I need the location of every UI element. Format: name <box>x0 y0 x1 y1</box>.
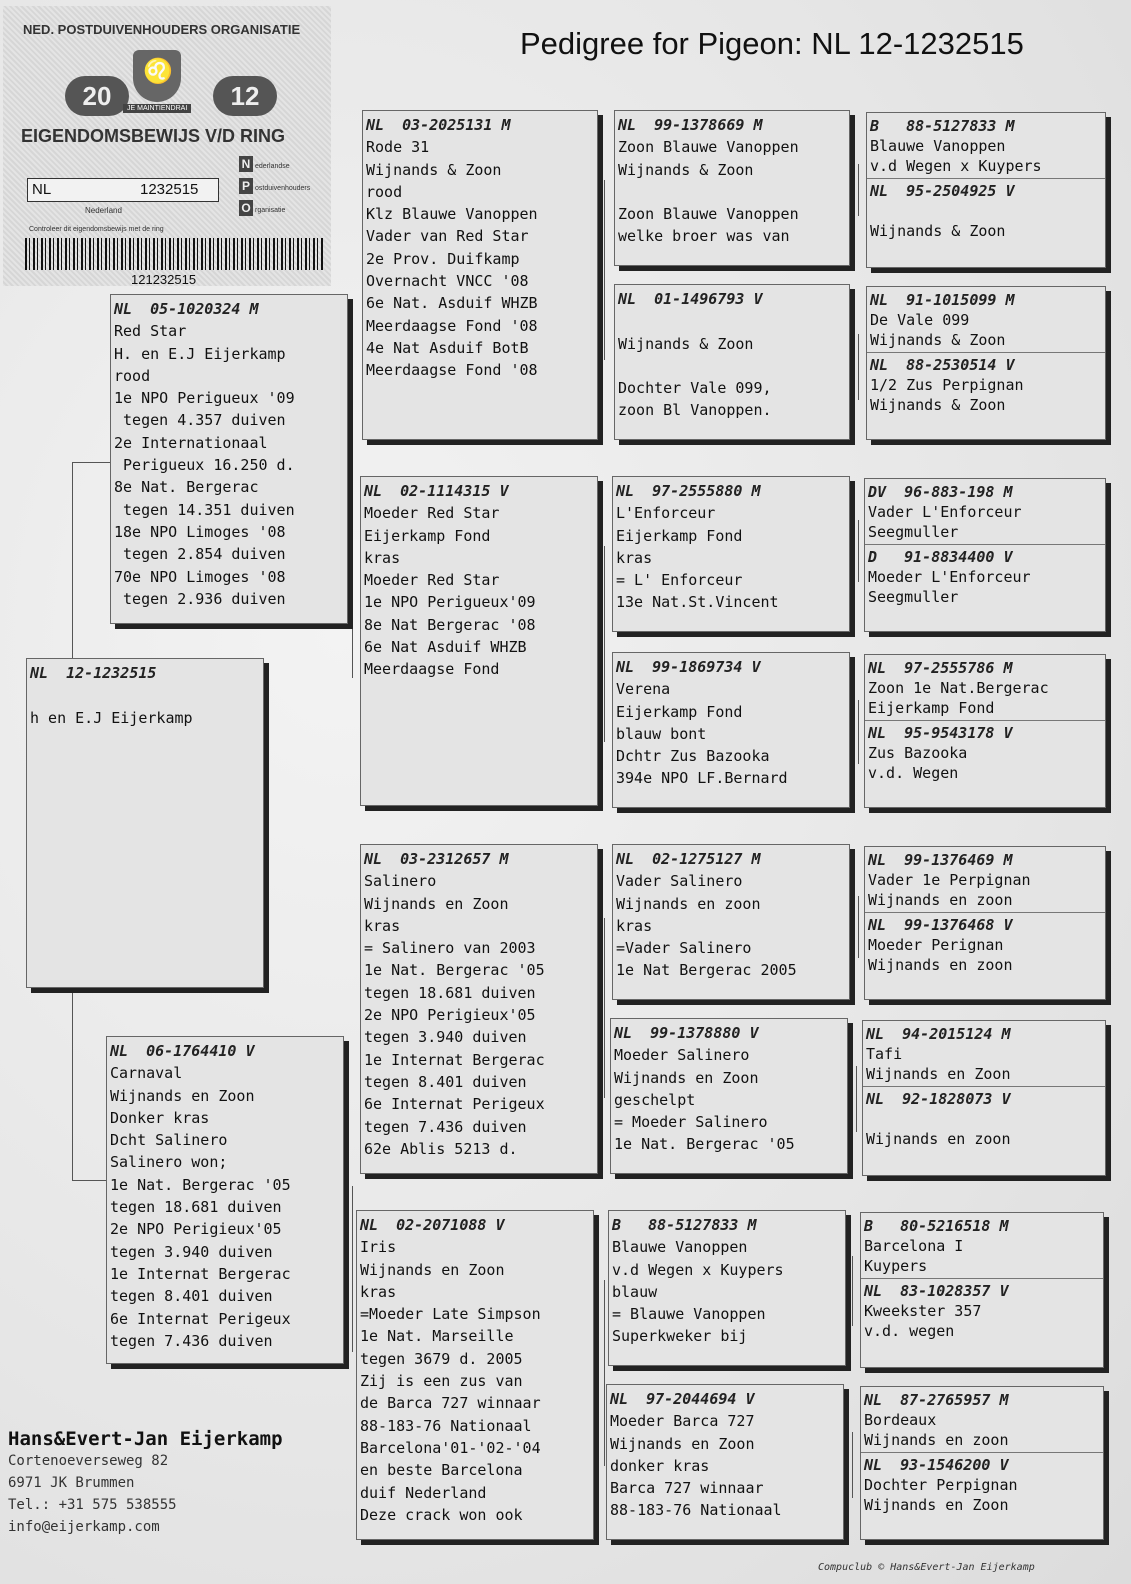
card-line: Tafi <box>866 1045 903 1063</box>
card-line: Overnacht VNCC '08 <box>366 272 529 291</box>
certificate-year-right: 12 <box>213 76 277 116</box>
card-line: Eijerkamp Fond <box>616 526 743 545</box>
card-line <box>618 355 849 377</box>
card-line: kras <box>364 548 401 567</box>
certificate-heading: EIGENDOMSBEWIJS V/D RING <box>21 126 286 146</box>
pigeon-card-sdd <box>612 652 850 808</box>
ring-header: NL 06-1764410 V <box>110 1042 255 1060</box>
pigeon-card-sss <box>614 110 850 266</box>
card-line: Kweekster 357 <box>864 1302 982 1320</box>
card-line: geschelpt <box>614 1090 696 1109</box>
pigeon-card-sire-sire <box>362 110 598 440</box>
card-line: Barcelona'01-'02-'04 <box>360 1438 541 1457</box>
ring-header: NL 05-1020324 M <box>114 300 259 318</box>
card-line: Wijnands en Zoon <box>610 1434 755 1453</box>
ring-country: NL <box>32 181 52 198</box>
card-line: Seegmuller <box>868 523 959 541</box>
card-line: tegen 2.936 duiven <box>114 589 286 608</box>
certificate-nederland: Nederland <box>85 206 122 215</box>
pigeon-card-lower <box>865 720 1105 783</box>
pigeon-card-dam-dam <box>356 1210 594 1540</box>
connector-line <box>858 334 859 400</box>
ring-header: NL 95-9543178 V <box>868 724 1013 742</box>
ring-header: NL 02-1114315 V <box>364 482 509 500</box>
card-line: Perigueux 16.250 d. <box>114 456 295 475</box>
card-line: h en E.J Eijerkamp <box>30 708 193 727</box>
ring-header: NL 02-1275127 M <box>616 850 761 868</box>
card-line: Barca 727 winnaar <box>610 1479 764 1498</box>
card-line: 2e Prov. Duifkamp <box>366 249 520 268</box>
card-line: =Vader Salinero <box>616 939 752 958</box>
pigeon-card-ssd <box>614 284 850 440</box>
pigeon-card-lower <box>863 1086 1105 1149</box>
card-line: rood <box>366 182 403 201</box>
card-line: de Barca 727 winnaar <box>360 1394 541 1413</box>
card-line: 1e Nat. Bergerac '05 <box>110 1175 291 1194</box>
card-line: Dchtr Zus Bazooka <box>616 747 770 766</box>
card-line: 6e Internat Perigeux <box>364 1095 545 1114</box>
ring-header: NL 99-1376469 M <box>868 851 1013 869</box>
card-line: Zij is een zus van <box>360 1372 523 1391</box>
ring-header: NL 99-1869734 V <box>616 658 761 676</box>
pigeon-card-pair-7 <box>860 1212 1104 1368</box>
card-line: 1/2 Zus Perpignan <box>870 376 1024 394</box>
card-line: Wijnands en Zoon <box>360 1260 505 1279</box>
connector-line <box>858 700 859 764</box>
card-line: tegen 7.436 duiven <box>364 1117 527 1136</box>
card-line: Superkweker bij <box>612 1327 748 1346</box>
card-line: 1e Internat Bergerac <box>364 1050 545 1069</box>
card-line: tegen 3.940 duiven <box>364 1028 527 1047</box>
connector-line <box>856 1066 857 1132</box>
ring-number-box <box>27 178 219 202</box>
card-line: Verena <box>616 680 671 699</box>
card-line: 1e NPO Perigueux '09 <box>114 389 295 408</box>
card-line: Moeder Barca 727 <box>610 1412 755 1431</box>
pigeon-card-pair-8 <box>860 1386 1104 1540</box>
ring-header: NL 99-1376468 V <box>868 916 1013 934</box>
ring-header: NL 97-2044694 V <box>610 1390 755 1408</box>
owner-city: 6971 JK Brummen <box>8 1475 135 1491</box>
card-line: Salinero won; <box>110 1153 228 1172</box>
card-line: v.d. Wegen <box>868 764 959 782</box>
card-line: Wijnands & Zoon <box>366 160 502 179</box>
card-line: Wijnands & Zoon <box>618 334 754 353</box>
pigeon-card-lower <box>861 1278 1103 1341</box>
card-line: tegen 8.401 duiven <box>364 1072 527 1091</box>
pigeon-card-lower <box>867 178 1105 241</box>
card-line: 88-183-76 Nationaal <box>360 1416 532 1435</box>
card-line: = Blauwe Vanoppen <box>612 1305 766 1324</box>
pigeon-card-pair-6 <box>862 1020 1106 1176</box>
connector-line <box>352 300 353 678</box>
card-line: Eijerkamp Fond <box>364 526 491 545</box>
card-line: Kuypers <box>864 1257 928 1275</box>
connector-line <box>72 462 110 463</box>
pigeon-card-lower <box>867 352 1105 415</box>
owner-address: Cortenoeverseweg 82 <box>8 1453 169 1469</box>
lion-icon: ♌ <box>143 58 173 85</box>
card-line: donker kras <box>610 1456 710 1475</box>
ring-header: NL 95-2504925 V <box>870 182 1015 200</box>
card-line: tegen 18.681 duiven <box>110 1198 282 1217</box>
certificate-org: NED. POSTDUIVENHOUDERS ORGANISATIE <box>23 22 301 37</box>
card-line <box>30 684 263 706</box>
ring-header: NL 02-2071088 V <box>360 1216 505 1234</box>
footer-credit: Compuclub © Hans&Evert-Jan Eijerkamp <box>818 1562 1035 1573</box>
card-line <box>866 1109 1105 1129</box>
pigeon-card-pair-2 <box>866 286 1106 440</box>
card-line: Wijnands & Zoon <box>870 396 1006 414</box>
card-line: = Salinero van 2003 <box>364 939 536 958</box>
card-line: Vader 1e Perpignan <box>868 871 1031 889</box>
ring-certificate <box>3 6 331 286</box>
card-line: 1e Internat Bergerac <box>110 1264 291 1283</box>
card-line: Wijnands en Zoon <box>864 1496 1009 1514</box>
connector-line <box>604 1280 605 1466</box>
pigeon-card-ddd <box>606 1384 844 1540</box>
card-line: Salinero <box>364 872 437 891</box>
card-line: Carnaval <box>110 1064 183 1083</box>
card-line: Wijnands en zoon <box>868 956 1013 974</box>
card-line: blauw <box>612 1282 658 1301</box>
certificate-year-left: 20 <box>65 76 129 116</box>
card-line: Wijnands en zoon <box>616 894 761 913</box>
card-line: kras <box>616 548 653 567</box>
card-line: Wijnands en Zoon <box>110 1086 255 1105</box>
pigeon-card-pair-1 <box>866 112 1106 268</box>
barcode-number: 121232515 <box>131 272 197 287</box>
card-line: Vader van Red Star <box>366 227 529 246</box>
card-line: Wijnands en zoon <box>868 891 1013 909</box>
card-line: Meerdaagse Fond '08 <box>366 316 538 335</box>
pigeon-card-lower <box>865 544 1105 607</box>
card-line: Moeder L'Enforceur <box>868 568 1031 586</box>
card-line: v.d. wegen <box>864 1322 955 1340</box>
card-line: 1e NPO Perigueux'09 <box>364 593 536 612</box>
card-line: De Vale 099 <box>870 311 970 329</box>
card-line: 6e Nat Asduif WHZB <box>364 638 527 657</box>
card-line: Barcelona I <box>864 1237 964 1255</box>
connector-line <box>852 1432 853 1498</box>
card-line: Moeder Perignan <box>868 936 1004 954</box>
npo-letter-o: O <box>239 200 253 216</box>
connector-line <box>72 980 73 1180</box>
card-line: H. en E.J Eijerkamp <box>114 344 286 363</box>
card-line: 62e Ablis 5213 d. <box>364 1139 518 1158</box>
ring-header: B 80-5216518 M <box>864 1217 1009 1235</box>
connector-line <box>72 462 73 658</box>
pigeon-card-subject <box>26 658 264 988</box>
card-line: Blauwe Vanoppen <box>870 137 1006 155</box>
connector-line <box>72 1180 108 1181</box>
card-line: tegen 14.351 duiven <box>114 500 295 519</box>
card-line: 2e NPO Perigieux'05 <box>110 1220 282 1239</box>
card-line: =Moeder Late Simpson <box>360 1305 541 1324</box>
connector-line <box>604 180 605 360</box>
pigeon-card-lower <box>865 912 1105 975</box>
ring-header: NL 93-1546200 V <box>864 1456 1009 1474</box>
ring-header: B 88-5127833 M <box>612 1216 757 1234</box>
pigeon-card-dss <box>612 844 850 1000</box>
ring-header: NL 91-1015099 M <box>870 291 1015 309</box>
card-line: v.d Wegen x Kuypers <box>612 1260 784 1279</box>
barcode <box>25 238 323 270</box>
card-line: blauw bont <box>616 724 707 743</box>
card-line: Iris <box>360 1238 397 1257</box>
card-line: Wijnands en Zoon <box>364 894 509 913</box>
pigeon-card-sire-dam <box>360 476 598 806</box>
ring-header: NL 94-2015124 M <box>866 1025 1011 1043</box>
card-line: Vader Salinero <box>616 872 743 891</box>
card-line: tegen 3.940 duiven <box>110 1242 273 1261</box>
card-line: 1e Nat. Bergerac '05 <box>614 1135 795 1154</box>
card-line: 6e Internat Perigeux <box>110 1309 291 1328</box>
connector-line <box>852 1256 853 1326</box>
npo-logo <box>239 156 329 222</box>
connector-line <box>352 1186 353 1352</box>
card-line: Seegmuller <box>868 588 959 606</box>
pigeon-card-dam <box>106 1036 344 1364</box>
card-line: Donker kras <box>110 1108 210 1127</box>
ring-header: B 88-5127833 M <box>870 117 1015 135</box>
ring-header: NL 12-1232515 <box>30 664 157 682</box>
card-line: Eijerkamp Fond <box>868 699 995 717</box>
ring-header: NL 87-2765957 M <box>864 1391 1009 1409</box>
card-line: 1e Nat. Bergerac '05 <box>364 961 545 980</box>
ring-number: 1232515 <box>140 181 199 198</box>
card-line: Zoon Blauwe Vanoppen <box>618 138 799 157</box>
card-line: 8e Nat Bergerac '08 <box>364 615 536 634</box>
pigeon-card-dsd <box>610 1018 848 1174</box>
pigeon-card-sds <box>612 476 850 632</box>
certificate-control-text: Controleer dit eigendomsbewijs met de ring <box>29 226 164 233</box>
card-line: Red Star <box>114 322 187 341</box>
card-line: 1e Nat. Marseille <box>360 1327 514 1346</box>
card-line: v.d Wegen x Kuypers <box>870 157 1042 175</box>
card-line <box>618 310 849 332</box>
npo-line: ostduivenhouders <box>255 185 311 192</box>
ring-header: DV 96-883-198 M <box>868 483 1013 501</box>
ring-header: NL 88-2530514 V <box>870 356 1015 374</box>
npo-letter-n: N <box>239 156 253 172</box>
card-line: Vader L'Enforceur <box>868 503 1022 521</box>
card-line: 4e Nat Asduif BotB <box>366 338 529 357</box>
page-title: Pedigree for Pigeon: NL 12-1232515 <box>520 26 1024 61</box>
ring-header: NL 83-1028357 V <box>864 1282 1009 1300</box>
card-line: Wijnands & Zoon <box>870 222 1006 240</box>
card-line: L'Enforceur <box>616 504 716 523</box>
card-line: kras <box>364 916 401 935</box>
card-line: 8e Nat. Bergerac <box>114 478 259 497</box>
connector-line <box>604 918 605 1098</box>
card-line: 18e NPO Limoges '08 <box>114 522 286 541</box>
card-line: Klz Blauwe Vanoppen <box>366 205 538 224</box>
card-line: Wijnands en zoon <box>866 1130 1011 1148</box>
card-line: 2e NPO Perigieux'05 <box>364 1006 536 1025</box>
card-line: Dochter Vale 099, <box>618 379 772 398</box>
card-line: 13e Nat.St.Vincent <box>616 593 779 612</box>
connector-line <box>858 896 859 958</box>
card-line: Dcht Salinero <box>110 1131 228 1150</box>
ring-header: NL 99-1378880 V <box>614 1024 759 1042</box>
connector-line <box>604 546 605 742</box>
owner-name: Hans&Evert-Jan Eijerkamp <box>8 1428 283 1450</box>
card-line: Wijnands & Zoon <box>870 331 1006 349</box>
card-line: Rode 31 <box>366 138 430 157</box>
card-line: kras <box>360 1282 397 1301</box>
owner-email[interactable]: info@eijerkamp.com <box>8 1519 160 1535</box>
card-line: tegen 7.436 duiven <box>110 1331 273 1350</box>
card-line: 394e NPO LF.Bernard <box>616 769 788 788</box>
card-line: Zoon 1e Nat.Bergerac <box>868 679 1049 697</box>
pigeon-card-lower <box>861 1452 1103 1515</box>
card-line: 6e Nat. Asduif WHZB <box>366 294 538 313</box>
card-line: Eijerkamp Fond <box>616 702 743 721</box>
pigeon-card-pair-5 <box>864 846 1106 1000</box>
card-line: = Moeder Salinero <box>614 1113 768 1132</box>
ring-header: NL 03-2312657 M <box>364 850 509 868</box>
card-line: tegen 18.681 duiven <box>364 983 536 1002</box>
card-line: en beste Barcelona <box>360 1461 523 1480</box>
card-line: Dochter Perpignan <box>864 1476 1018 1494</box>
card-line: Deze crack won ook <box>360 1505 523 1524</box>
card-line: Wijnands en Zoon <box>866 1065 1011 1083</box>
ring-header: NL 97-2555880 M <box>616 482 761 500</box>
ring-header: NL 92-1828073 V <box>866 1090 1011 1108</box>
card-line: 88-183-76 Nationaal <box>610 1501 782 1520</box>
owner-phone: Tel.: +31 575 538555 <box>8 1497 177 1513</box>
ring-header: D 91-8834400 V <box>868 548 1013 566</box>
card-line <box>870 201 1105 221</box>
card-line: Zoon Blauwe Vanoppen <box>618 205 799 224</box>
card-line: welke broer was van <box>618 227 790 246</box>
card-line: tegen 3679 d. 2005 <box>360 1349 523 1368</box>
card-line: Moeder Red Star <box>364 504 500 523</box>
card-line: zoon Bl Vanoppen. <box>618 401 772 420</box>
card-line: Blauwe Vanoppen <box>612 1238 748 1257</box>
card-line: Meerdaagse Fond '08 <box>366 361 538 380</box>
card-line: 1e Nat Bergerac 2005 <box>616 961 797 980</box>
certificate-motto: JE MAINTIENDRAI <box>123 104 191 113</box>
pigeon-card-sire <box>110 294 348 624</box>
card-line: Zus Bazooka <box>868 744 968 762</box>
pigeon-card-pair-4 <box>864 654 1106 808</box>
ring-header: NL 01-1496793 V <box>618 290 763 308</box>
card-line: tegen 4.357 duiven <box>114 411 286 430</box>
pigeon-card-pair-3 <box>864 478 1106 632</box>
owner-contact <box>8 1428 283 1538</box>
card-line: = L' Enforceur <box>616 571 743 590</box>
ring-header: NL 03-2025131 M <box>366 116 511 134</box>
pigeon-card-dam-sire <box>360 844 598 1174</box>
pigeon-card-dds <box>608 1210 846 1366</box>
card-line: Wijnands en zoon <box>864 1431 1009 1449</box>
npo-letter-p: P <box>239 178 253 194</box>
card-line: tegen 8.401 duiven <box>110 1287 273 1306</box>
card-line: 70e NPO Limoges '08 <box>114 567 286 586</box>
connector-line <box>858 164 859 216</box>
connector-line <box>858 520 859 582</box>
card-line: Wijnands en Zoon <box>614 1068 759 1087</box>
card-line: Moeder Red Star <box>364 571 500 590</box>
ring-header: NL 99-1378669 M <box>618 116 763 134</box>
npo-line: ederlandse <box>255 163 290 170</box>
card-line: duif Nederland <box>360 1483 487 1502</box>
npo-line: rganisatie <box>255 207 286 214</box>
ring-header: NL 97-2555786 M <box>868 659 1013 677</box>
card-line <box>618 181 849 203</box>
card-line: Wijnands & Zoon <box>618 160 754 179</box>
card-line: rood <box>114 366 151 385</box>
card-line: 2e Internationaal <box>114 433 268 452</box>
card-line: Meerdaagse Fond <box>364 660 500 679</box>
card-line: Bordeaux <box>864 1411 937 1429</box>
card-line: Moeder Salinero <box>614 1046 750 1065</box>
card-line: kras <box>616 916 653 935</box>
card-line: tegen 2.854 duiven <box>114 545 286 564</box>
